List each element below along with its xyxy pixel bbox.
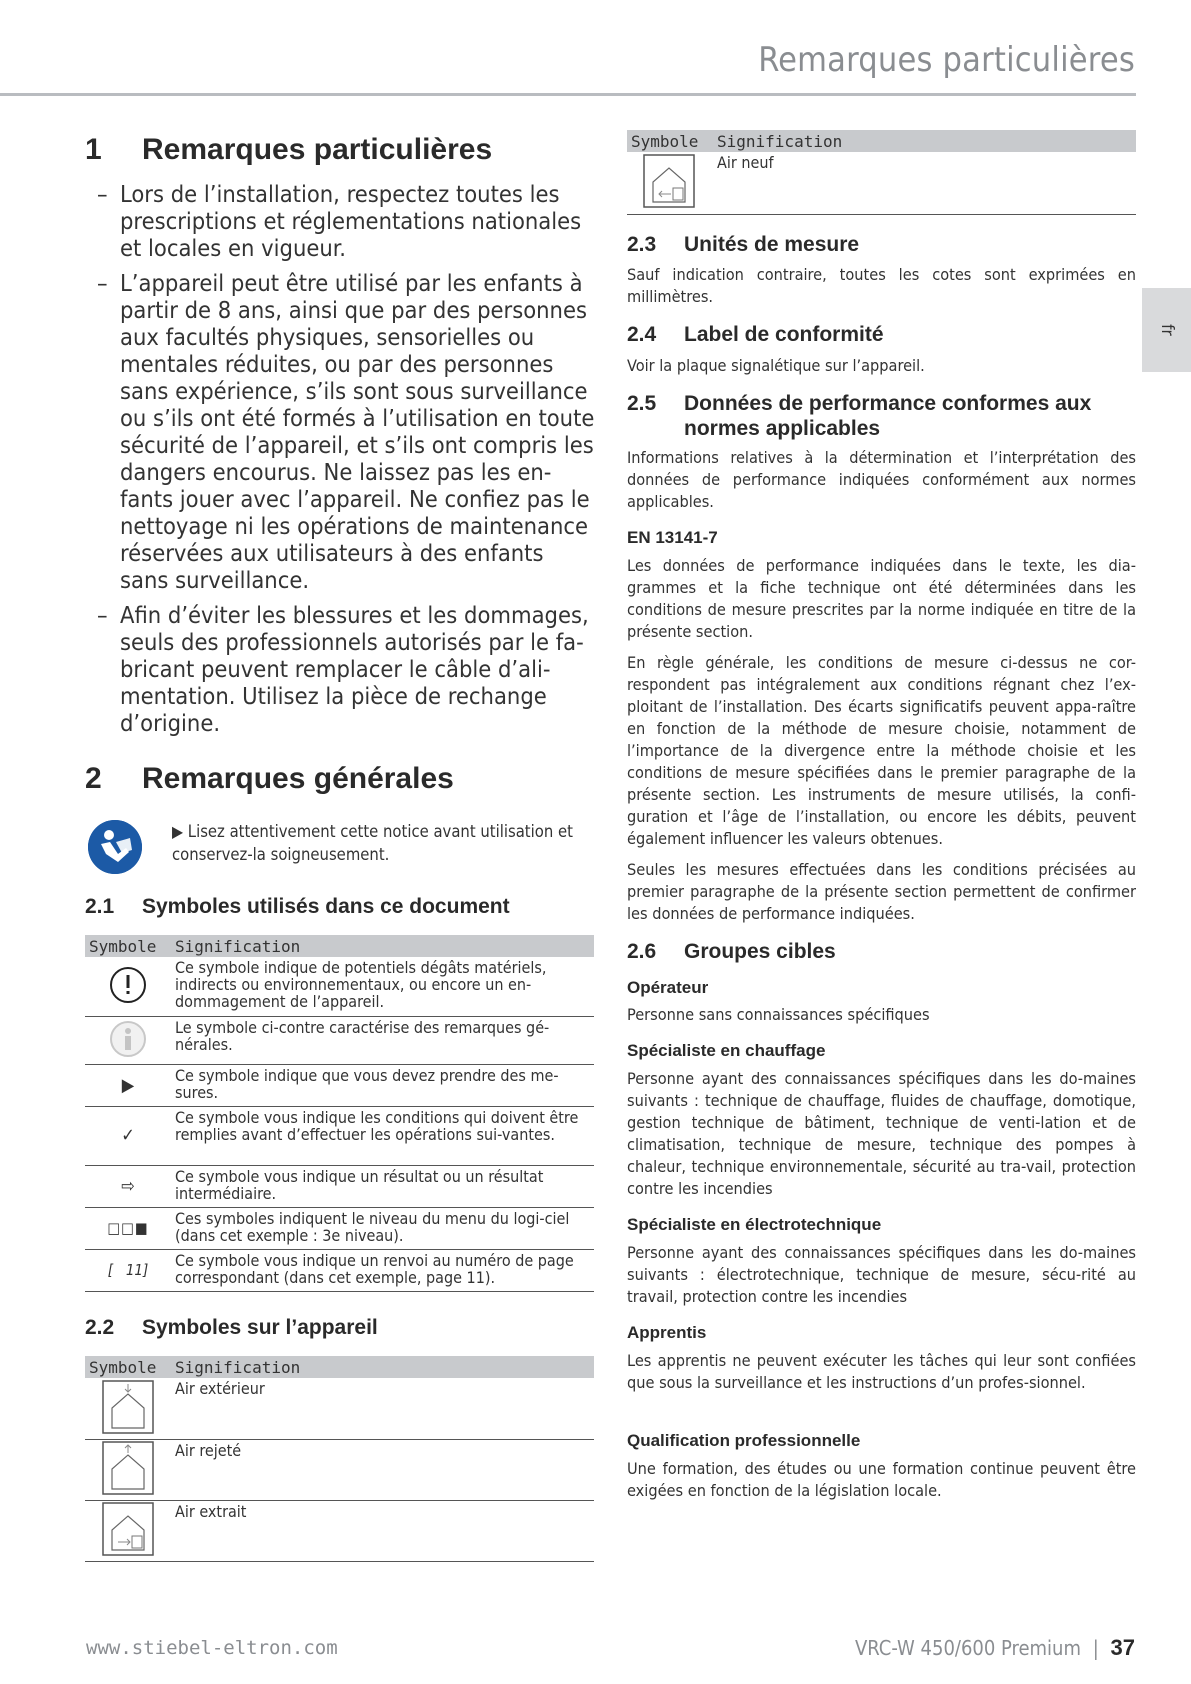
- section-2-5-paragraph-3: Seules les mesures effectuées dans les conditions précisées au premier paragraphe de la présente section permettent de confirmer les données de performance indiquées.: [627, 860, 1136, 923]
- section-title: Unités de mesure: [684, 233, 860, 256]
- group-text-electrical: Personne ayant des connaissances spécifiques dans les do-maines suivants : électrotechnique, technique de mesure, sécu-rité au travail, protection contre les incendies: [627, 1243, 1136, 1306]
- section-title-line-1: Données de performance conformes aux: [684, 392, 1092, 415]
- row-meaning: Ces symboles indiquent le niveau du menu du logi-ciel (dans cet exemple : 3e niveau).: [171, 1207, 594, 1249]
- group-text-apprentices: Les apprentis ne peuvent exécuter les tâches qui leur sont confiées que sous la surveillance et les instructions d’un profes-sionnel.: [627, 1351, 1136, 1392]
- section-title: Remarques générales: [142, 762, 454, 795]
- group-heading-heating: Spécialiste en chauffage: [627, 1041, 826, 1060]
- outdoor-air-icon: [85, 1378, 171, 1439]
- section-2-1-heading: [85, 894, 510, 919]
- row-meaning: Ce symbole vous indique un renvoi au numéro de page correspondant (dans cet exemple, page 11).: [171, 1249, 594, 1291]
- section-1-bullet-list: [85, 181, 595, 745]
- section-2-5-paragraph-2: En règle générale, les conditions de mesure ci-dessus ne cor-respondent pas intégralement aux conditions régnant chez l’ex-ploitant de l’installation. Des écarts significatifs peuvent appa-raître en fonction de la méthode de mesure choisie, notamment de l’importance de la divergence entre la méthode choisie et les conditions de mesure spécifiées dans le premier paragraphe de la présente section. Les instruments de mesure utilisés, la confi-guration et l’âge de l’installation, ou encore les débits, peuvent également influencer les valeurs obtenues.: [627, 653, 1136, 848]
- group-heading-qualification: Qualification professionnelle: [627, 1431, 861, 1450]
- language-tab-label: fr: [1156, 324, 1177, 336]
- action-triangle-icon: ▶: [172, 822, 184, 841]
- device-symbols-table-continued: [627, 130, 1136, 215]
- group-text-operator: Personne sans connaissances spécifiques: [627, 1005, 930, 1024]
- section-2-4-heading: [627, 322, 884, 347]
- column-header-meaning: Signification: [713, 130, 1136, 152]
- checkmark-icon: ✓: [85, 1106, 171, 1165]
- row-meaning: Ce symbole indique que vous devez prendre des me-sures.: [171, 1064, 594, 1106]
- section-2-3-text: Sauf indication contraire, toutes les cotes sont exprimées en millimètres.: [627, 265, 1136, 306]
- supply-air-icon: [627, 152, 713, 214]
- group-text-heating: Personne ayant des connaissances spécifiques dans les do-maines suivants : technique de chauffage, fluides de chauffage, domotique, gestion technique de bâtiment, technique de venti-lation et de climatisation, technique de mesure, technique des pompes à chaleur, technique environnementale, sécurité au tra-vail, protection contre les incendies: [627, 1069, 1136, 1198]
- row-meaning: Ce symbole indique de potentiels dégâts matériels, indirects ou environnementaux, ou encore un en-dommagement de l’appareil.: [171, 957, 594, 1016]
- table-row: [85, 1165, 594, 1207]
- group-text-qualification: Une formation, des études ou une formation continue peuvent être exigées en fonction de la législation locale.: [627, 1459, 1136, 1500]
- page-header-title: Remarques particulières: [758, 40, 1135, 80]
- footer-product-page: [855, 1635, 1135, 1661]
- table-row: [85, 1378, 594, 1439]
- language-tab: [1142, 288, 1191, 372]
- row-meaning: Le symbole ci-contre caractérise des remarques gé-nérales.: [171, 1016, 594, 1064]
- section-2-4-text: Voir la plaque signalétique sur l’appareil.: [627, 356, 925, 375]
- table-row: [627, 152, 1136, 214]
- table-row: [85, 1500, 594, 1561]
- section-title: [684, 391, 1091, 441]
- section-number: 2: [85, 762, 102, 795]
- section-title: Symboles utilisés dans ce document: [142, 895, 510, 918]
- table-row: [85, 1207, 594, 1249]
- row-meaning: Air rejeté: [171, 1439, 594, 1500]
- row-meaning: Ce symbole vous indique les conditions qui doivent être remplies avant d’effectuer les opérations sui-vantes.: [171, 1106, 594, 1165]
- result-arrow-icon: ⇨: [85, 1165, 171, 1207]
- section-title-line-2: normes applicables: [684, 417, 881, 440]
- row-meaning: Air extérieur: [171, 1378, 594, 1439]
- footer-website: www.stiebel-eltron.com: [86, 1637, 338, 1659]
- section-number: 2.3: [627, 233, 657, 256]
- section-title: Symboles sur l’appareil: [142, 1316, 378, 1339]
- column-header-symbol: Symbole: [85, 1356, 171, 1378]
- extract-air-icon: [85, 1500, 171, 1561]
- read-notice: [172, 820, 594, 866]
- section-title: Label de conformité: [684, 323, 884, 346]
- section-title: Remarques particulières: [142, 133, 493, 166]
- list-item: – Lors de l’installation, respectez toutes les prescriptions et réglementations nationales et locales en vigueur.: [85, 181, 595, 262]
- section-2-2-heading: [85, 1315, 378, 1340]
- section-2-3-heading: [627, 232, 859, 257]
- exhaust-air-icon: [85, 1439, 171, 1500]
- group-heading-electrical: Spécialiste en électrotechnique: [627, 1215, 882, 1234]
- warning-circle-icon: [85, 957, 171, 1016]
- table-row: [85, 1064, 594, 1106]
- table-row: [85, 957, 594, 1016]
- section-number: 2.6: [627, 940, 657, 963]
- list-item: – Afin d’éviter les blessures et les dommages, seuls des professionnels autorisés par le fa-bricant peuvent remplacer le câble d’ali-mentation. Utilisez la pièce de rechange d’origine.: [85, 602, 595, 737]
- page-number: 37: [1110, 1635, 1135, 1660]
- list-item: – L’appareil peut être utilisé par les enfants à partir de 8 ans, ainsi que par des personnes aux facultés physiques, sensorielles ou mentales réduites, ou par des personnes sans expérience, s’ils sont sous surveillance ou s’ils ont été formés à l’utilisation en toute sécurité de l’appareil, et s’ils ont compris les dangers encourus. Ne laissez pas les en-fants jouer avec l’appareil. Ne confiez pas le nettoyage ni les opérations de maintenance réservées aux utilisateurs à des enfants sans surveillance.: [85, 270, 595, 594]
- read-notice-text: Lisez attentivement cette notice avant utilisation et conservez-la soigneusement.: [172, 822, 573, 864]
- section-number: 2.2: [85, 1316, 115, 1339]
- info-circle-icon: [85, 1016, 171, 1064]
- en-standard-heading: EN 13141-7: [627, 528, 718, 547]
- section-number: 2.5: [627, 392, 657, 415]
- action-triangle-icon: ▶: [85, 1064, 171, 1106]
- section-2-heading: [85, 762, 454, 796]
- section-2-5-heading: [627, 391, 1091, 441]
- table-row: [85, 1106, 594, 1165]
- footer-product-name: VRC-W 450/600 Premium: [854, 1636, 1081, 1660]
- device-symbols-table: [85, 1356, 594, 1562]
- row-meaning: Air neuf: [713, 152, 1136, 214]
- section-2-5-paragraph-1: Les données de performance indiquées dans le texte, les dia-grammes et la fiche technique ont été déterminées dans les conditions de mesure prescrites par la norme indiquée en titre de la présente section.: [627, 556, 1136, 641]
- group-heading-apprentices: Apprentis: [627, 1323, 707, 1342]
- section-2-5-intro: Informations relatives à la détermination et l’interprétation des données de performance indiquées conformément aux normes applicables.: [627, 448, 1136, 511]
- section-title: Groupes cibles: [684, 940, 836, 963]
- page-ref-icon: [ 11]: [85, 1249, 171, 1291]
- column-header-meaning: Signification: [171, 1356, 594, 1378]
- read-manual-icon: [88, 820, 142, 874]
- document-symbols-table: [85, 935, 594, 1292]
- table-row: [85, 1016, 594, 1064]
- section-number: 1: [85, 133, 102, 166]
- header-rule: [0, 93, 1136, 96]
- group-heading-operator: Opérateur: [627, 978, 709, 997]
- column-header-symbol: Symbole: [627, 130, 713, 152]
- row-meaning: Air extrait: [171, 1500, 594, 1561]
- column-header-meaning: Signification: [171, 935, 594, 957]
- table-row: [85, 1249, 594, 1291]
- section-1-heading: [85, 133, 492, 167]
- section-2-6-heading: [627, 939, 836, 964]
- menu-level-icon: □□■: [85, 1207, 171, 1249]
- footer-separator: |: [1092, 1636, 1099, 1660]
- table-row: [85, 1439, 594, 1500]
- section-number: 2.4: [627, 323, 657, 346]
- row-meaning: Ce symbole vous indique un résultat ou un résultat intermédiaire.: [171, 1165, 594, 1207]
- column-header-symbol: Symbole: [85, 935, 171, 957]
- section-number: 2.1: [85, 895, 115, 918]
